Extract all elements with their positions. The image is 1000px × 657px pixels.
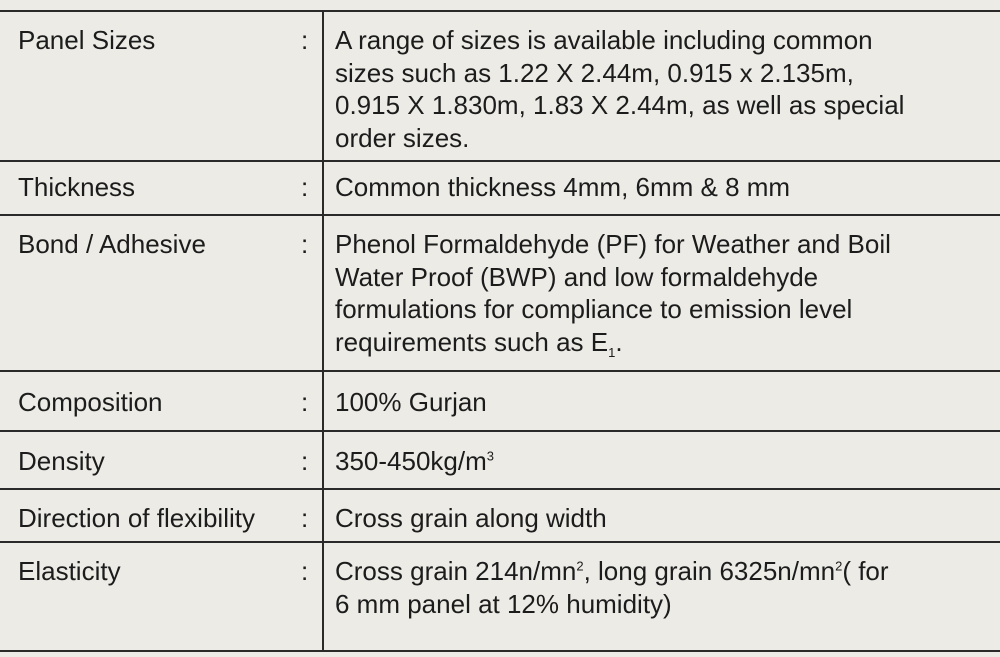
row-value-direction-of-flexibility <box>335 502 995 535</box>
row-colon: : <box>301 229 309 259</box>
row-colon: : <box>301 503 309 533</box>
table-rule <box>0 370 1000 372</box>
row-value-bond-adhesive <box>335 228 995 358</box>
value-line <box>335 445 995 478</box>
value-text: 350-450kg/m <box>335 446 487 476</box>
value-line: order sizes. <box>335 122 470 153</box>
value-line <box>335 326 995 359</box>
row-label-composition: Composition <box>18 387 163 417</box>
value-line: sizes such as 1.22 X 2.44m, 0.915 x 2.135m, <box>335 57 854 88</box>
row-colon: : <box>301 172 309 202</box>
value-line: Cross grain along width <box>335 503 607 533</box>
value-line: formulations for compliance to emission level <box>335 294 853 324</box>
superscript: 2 <box>835 558 843 574</box>
value-text: ( for <box>842 556 889 586</box>
row-colon: : <box>301 446 309 476</box>
row-colon: : <box>301 25 309 55</box>
row-value-panel-sizes <box>335 24 995 154</box>
table-rule <box>0 214 1000 216</box>
table-rule <box>0 541 1000 543</box>
value-line: 6 mm panel at 12% humidity) <box>335 588 672 619</box>
row-label-direction-of-flexibility: Direction of flexibility <box>18 503 255 533</box>
row-label-panel-sizes: Panel Sizes <box>18 25 156 55</box>
value-line: Common thickness 4mm, 6mm & 8 mm <box>335 172 791 202</box>
row-label-density: Density <box>18 446 105 476</box>
value-line: 100% Gurjan <box>335 387 487 417</box>
value-text: requirements such as E <box>335 326 609 357</box>
value-line <box>335 555 995 588</box>
row-label-thickness: Thickness <box>18 172 136 202</box>
row-value-thickness <box>335 171 995 204</box>
value-text: Cross grain 214n/mn <box>335 556 577 586</box>
row-label-elasticity: Elasticity <box>18 556 121 586</box>
row-value-elasticity <box>335 555 995 620</box>
value-text: , long grain 6325n/mn <box>583 556 836 586</box>
row-label-bond-adhesive: Bond / Adhesive <box>18 229 206 259</box>
table-rule <box>0 488 1000 490</box>
row-value-composition <box>335 386 995 419</box>
row-value-density <box>335 445 995 478</box>
row-colon: : <box>301 387 309 417</box>
value-line: Phenol Formaldehyde (PF) for Weather and Boil <box>335 229 891 259</box>
value-line: 0.915 X 1.830m, 1.83 X 2.44m, as well as special <box>335 90 905 120</box>
column-divider <box>322 12 324 650</box>
table-rule-bottom <box>0 650 1000 652</box>
superscript: 3 <box>486 448 494 464</box>
value-line: A range of sizes is available including common <box>335 25 873 55</box>
table-rule <box>0 430 1000 432</box>
superscript: 2 <box>576 558 584 574</box>
row-colon: : <box>301 556 309 586</box>
table-rule-top <box>0 10 1000 12</box>
subscript: 1 <box>608 344 616 360</box>
table-rule <box>0 160 1000 162</box>
value-line: Water Proof (BWP) and low formaldehyde <box>335 261 819 292</box>
value-text: . <box>615 326 623 357</box>
